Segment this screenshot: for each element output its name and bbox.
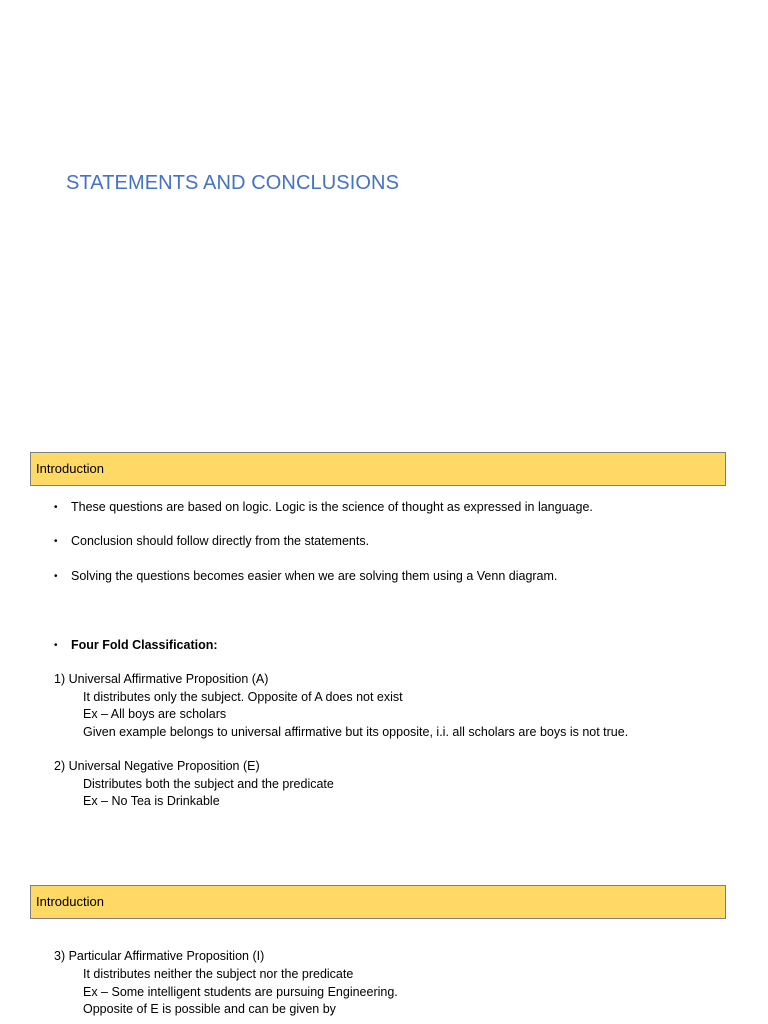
bullet-item — [54, 638, 218, 652]
proposition-line: Ex – No Tea is Drinkable — [83, 794, 220, 808]
section-header-introduction: Introduction — [30, 452, 726, 486]
section-header-introduction: Introduction — [30, 885, 726, 919]
bullet-item — [54, 534, 369, 548]
proposition-line: Ex – Some intelligent students are pursuing Engineering. — [83, 985, 398, 999]
proposition-heading: 1) Universal Affirmative Proposition (A) — [54, 672, 269, 686]
bullet-dot-icon: • — [54, 536, 58, 547]
proposition-line: Ex – All boys are scholars — [83, 707, 227, 721]
page-title: STATEMENTS AND CONCLUSIONS — [66, 172, 400, 194]
proposition-line: Distributes both the subject and the predicate — [83, 777, 334, 791]
proposition-heading: 2) Universal Negative Proposition (E) — [54, 759, 260, 773]
bullet-item — [54, 500, 593, 514]
proposition-line: It distributes only the subject. Opposite of A does not exist — [83, 690, 403, 704]
bullet-dot-icon: • — [54, 502, 58, 513]
bullet-item — [54, 569, 557, 583]
bullet-dot-icon: • — [54, 571, 58, 582]
bullet-text: These questions are based on logic. Logic is the science of thought as expressed in language. — [71, 500, 593, 514]
bullet-text: Four Fold Classification: — [71, 638, 218, 652]
proposition-heading: 3) Particular Affirmative Proposition (I) — [54, 949, 265, 963]
proposition-line: Given example belongs to universal affirmative but its opposite, i.i. all scholars are boys is not true. — [83, 725, 629, 739]
bullet-dot-icon: • — [54, 640, 58, 651]
proposition-line: Opposite of E is possible and can be given by — [83, 1002, 336, 1016]
bullet-text: Solving the questions becomes easier when we are solving them using a Venn diagram. — [71, 569, 558, 583]
proposition-line: It distributes neither the subject nor the predicate — [83, 967, 354, 981]
bullet-text: Conclusion should follow directly from the statements. — [71, 534, 370, 548]
